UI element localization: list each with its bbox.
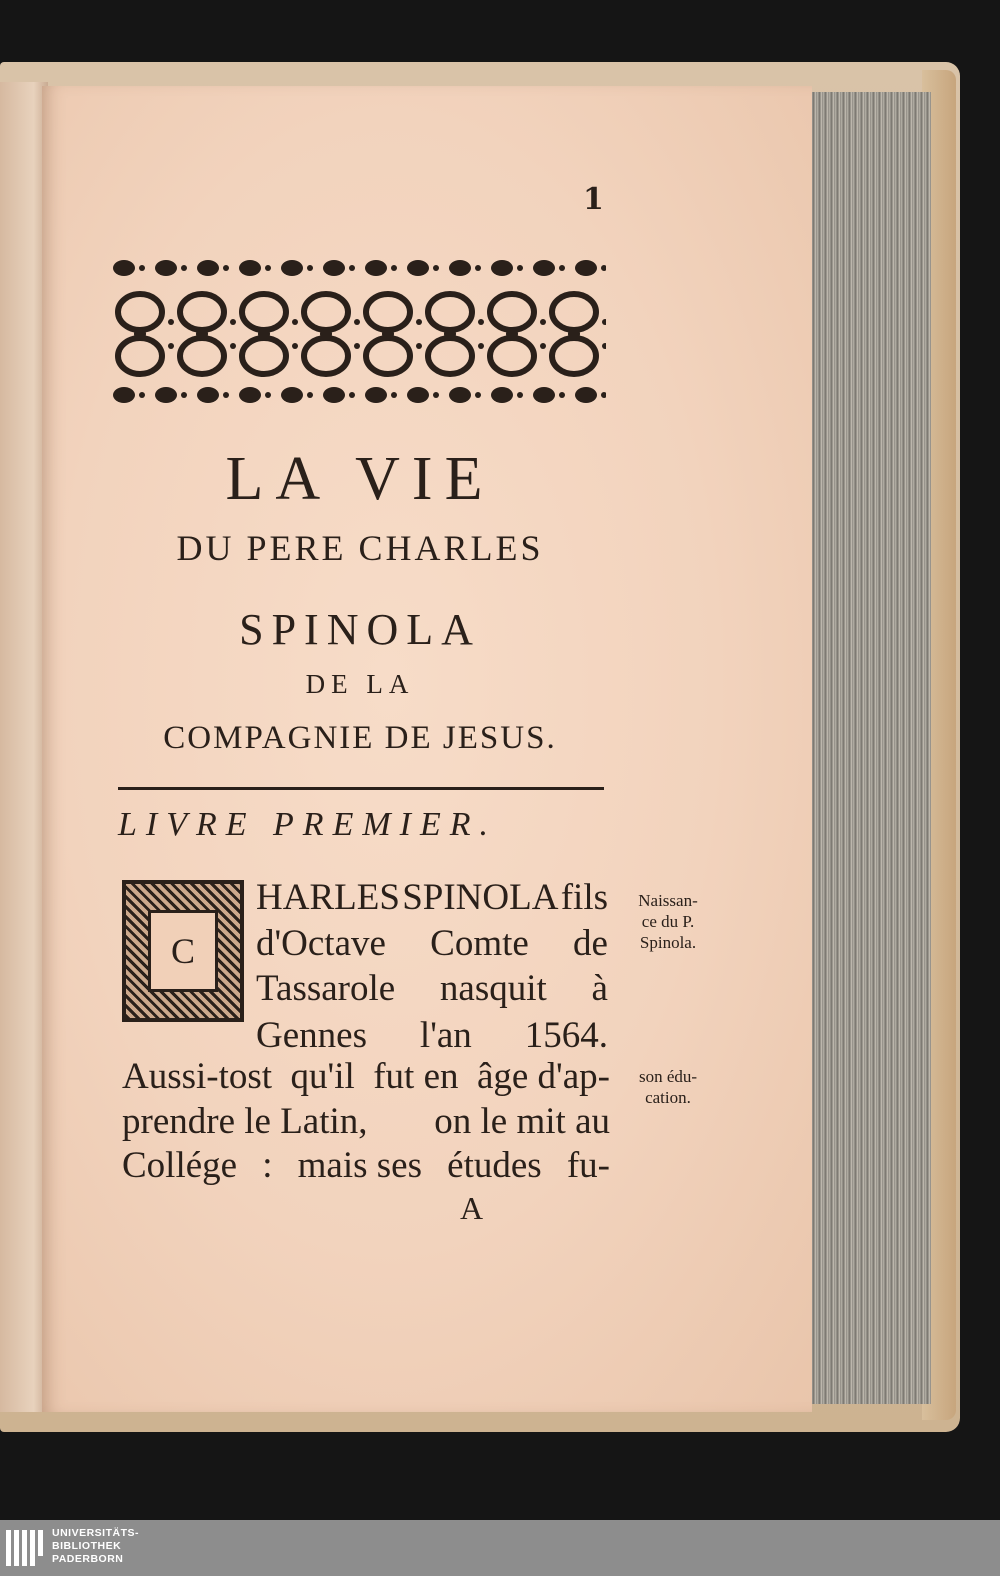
ornament-shape: [517, 265, 523, 271]
ornament-shape: [449, 387, 471, 403]
ornament-shape: [139, 265, 145, 271]
margin-note-line: Spinola.: [639, 933, 697, 952]
body-line-1: [256, 876, 608, 919]
ornament-shape: [258, 328, 270, 340]
ornament-shape: [292, 319, 298, 325]
library-logo-text: [52, 1527, 139, 1566]
ornament-shape: [559, 392, 565, 398]
word: 1564.: [524, 1015, 608, 1056]
title-line-4: DE LA: [305, 669, 415, 699]
ornament-shape: [139, 392, 145, 398]
word: qu'il: [290, 1056, 355, 1097]
body-line-5: [122, 1055, 610, 1098]
ornament-shape: [391, 265, 397, 271]
page-number: 1: [583, 182, 604, 217]
ornament-shape: [475, 392, 481, 398]
divider-rule: [118, 787, 604, 790]
ornament-shape: [349, 392, 355, 398]
ornament-shape: [223, 392, 229, 398]
ornament-shape: [407, 260, 429, 276]
ornament-shape: [349, 265, 355, 271]
ornament-shape: [354, 343, 360, 349]
ornament-shape: [197, 387, 219, 403]
word: l'an: [419, 1015, 472, 1056]
word: Collége: [122, 1145, 238, 1186]
margin-note-education: [622, 1066, 714, 1108]
ornament-shape: [490, 294, 534, 330]
ornament-shape: [433, 265, 439, 271]
word: âge d'ap-: [476, 1056, 610, 1097]
ornament-shape: [242, 338, 286, 374]
title-line-5: COMPAGNIE DE JESUS.: [163, 720, 557, 756]
ornament-shape: [575, 387, 597, 403]
ornament-shape: [180, 338, 224, 374]
ornament-shape: [478, 343, 484, 349]
floral-ornament-icon: [110, 250, 606, 415]
word: d'Octave: [256, 923, 386, 964]
ornament-shape: [568, 328, 580, 340]
ornament-shape: [533, 260, 555, 276]
ornament-shape: [292, 343, 298, 349]
ornament-shape: [168, 343, 174, 349]
ornament-shape: [475, 265, 481, 271]
left-page-edge: [0, 82, 48, 1412]
body-line-6: [122, 1100, 610, 1143]
ornament-shape: [265, 392, 271, 398]
ornament-shape: [307, 265, 313, 271]
dropcap-letter: C: [148, 910, 218, 992]
ornament-shape: [196, 328, 208, 340]
ornament-shape: [118, 294, 162, 330]
ornament-shape: [490, 338, 534, 374]
ornament-shape: [533, 387, 555, 403]
margin-note-line: son édu-: [638, 1067, 698, 1086]
logo-line: PADERBORN: [52, 1553, 124, 1565]
ornament-shape: [602, 319, 606, 325]
ornament-shape: [113, 260, 135, 276]
ornament-shape: [155, 387, 177, 403]
body-line-4: [256, 1014, 608, 1057]
word: fut en: [373, 1056, 459, 1097]
logo-line: BIBLIOTHEK: [52, 1540, 122, 1552]
ornament-shape: [444, 328, 456, 340]
ornament-shape: [601, 392, 606, 398]
word: à: [591, 968, 608, 1009]
word: HARLES: [256, 877, 400, 918]
body-line-7: [122, 1144, 610, 1187]
ornament-shape: [540, 343, 546, 349]
ornament-shape: [265, 265, 271, 271]
word: mais ses: [297, 1145, 423, 1186]
ornament-shape: [602, 343, 606, 349]
ornament-shape: [223, 265, 229, 271]
dropcap-frame: [122, 880, 244, 1022]
ornament-shape: [382, 328, 394, 340]
word: fu-: [566, 1145, 610, 1186]
word: de: [573, 923, 608, 964]
ornament-shape: [552, 294, 596, 330]
ornament-shape: [354, 319, 360, 325]
title-line-1: LA VIE: [225, 445, 495, 513]
ornament-shape: [517, 392, 523, 398]
ornament-shape: [506, 328, 518, 340]
word: Gennes: [256, 1015, 367, 1056]
margin-note-line: ce du P.: [641, 912, 695, 931]
ornament-shape: [323, 387, 345, 403]
ornament-shape: [428, 338, 472, 374]
ornament-shape: [155, 260, 177, 276]
title-line-3: SPINOLA: [239, 605, 481, 654]
logo-line: UNIVERSITÄTS-: [52, 1527, 140, 1539]
catchword: A: [460, 1190, 484, 1226]
ornament-shape: [304, 338, 348, 374]
ornament-shape: [168, 319, 174, 325]
ornament-shape: [559, 265, 565, 271]
ornament-shape: [281, 260, 303, 276]
ornament-shape: [478, 319, 484, 325]
ornament-shape: [230, 343, 236, 349]
ornament-shape: [304, 294, 348, 330]
ornament-shape: [449, 260, 471, 276]
ornament-shape: [307, 392, 313, 398]
word: Comte: [430, 923, 529, 964]
ornament-shape: [281, 387, 303, 403]
ornament-shape: [230, 319, 236, 325]
ornament-shape: [540, 319, 546, 325]
ornament-shape: [197, 260, 219, 276]
body-line-3: [256, 967, 608, 1010]
word: prendre le Latin,: [122, 1101, 368, 1142]
body-line-2: [256, 922, 608, 965]
word: fils: [560, 877, 608, 918]
ornament-shape: [366, 294, 410, 330]
ornament-shape: [365, 260, 387, 276]
margin-note-line: cation.: [645, 1088, 691, 1107]
ornament-shape: [407, 387, 429, 403]
ornament-shape: [391, 392, 397, 398]
ornament-shape: [239, 260, 261, 276]
word: on le mit au: [434, 1101, 610, 1142]
ornament-shape: [323, 260, 345, 276]
book-label: LIVRE PREMIER.: [118, 806, 498, 843]
ornament-shape: [239, 387, 261, 403]
ornament-shape: [575, 260, 597, 276]
ornament-shape: [428, 294, 472, 330]
ornament-shape: [118, 338, 162, 374]
word: études: [447, 1145, 542, 1186]
ornament-shape: [181, 265, 187, 271]
ornament-shape: [181, 392, 187, 398]
ornament-shape: [180, 294, 224, 330]
ornament-shape: [242, 294, 286, 330]
ornament-shape: [320, 328, 332, 340]
word: Tassarole: [256, 968, 396, 1009]
footer-bar: [0, 1520, 1000, 1576]
word: nasquit: [439, 968, 547, 1009]
title-line-2: DU PERE CHARLES: [176, 528, 544, 568]
ornament-shape: [491, 260, 513, 276]
ornament-shape: [552, 338, 596, 374]
ornament-shape: [601, 265, 606, 271]
word: :: [262, 1145, 273, 1186]
ornament-shape: [416, 343, 422, 349]
ornament-shape: [491, 387, 513, 403]
library-logo-icon: [6, 1526, 46, 1570]
ornament-shape: [113, 387, 135, 403]
ornament-shape: [433, 392, 439, 398]
word: SPINOLA: [402, 877, 559, 918]
ornament-shape: [365, 387, 387, 403]
margin-note-birth: [622, 890, 714, 953]
word: Aussi-tost: [122, 1056, 273, 1097]
ornament-shape: [366, 338, 410, 374]
ornament-shape: [416, 319, 422, 325]
ornament-shape: [134, 328, 146, 340]
margin-note-line: Naissan-: [638, 891, 698, 910]
